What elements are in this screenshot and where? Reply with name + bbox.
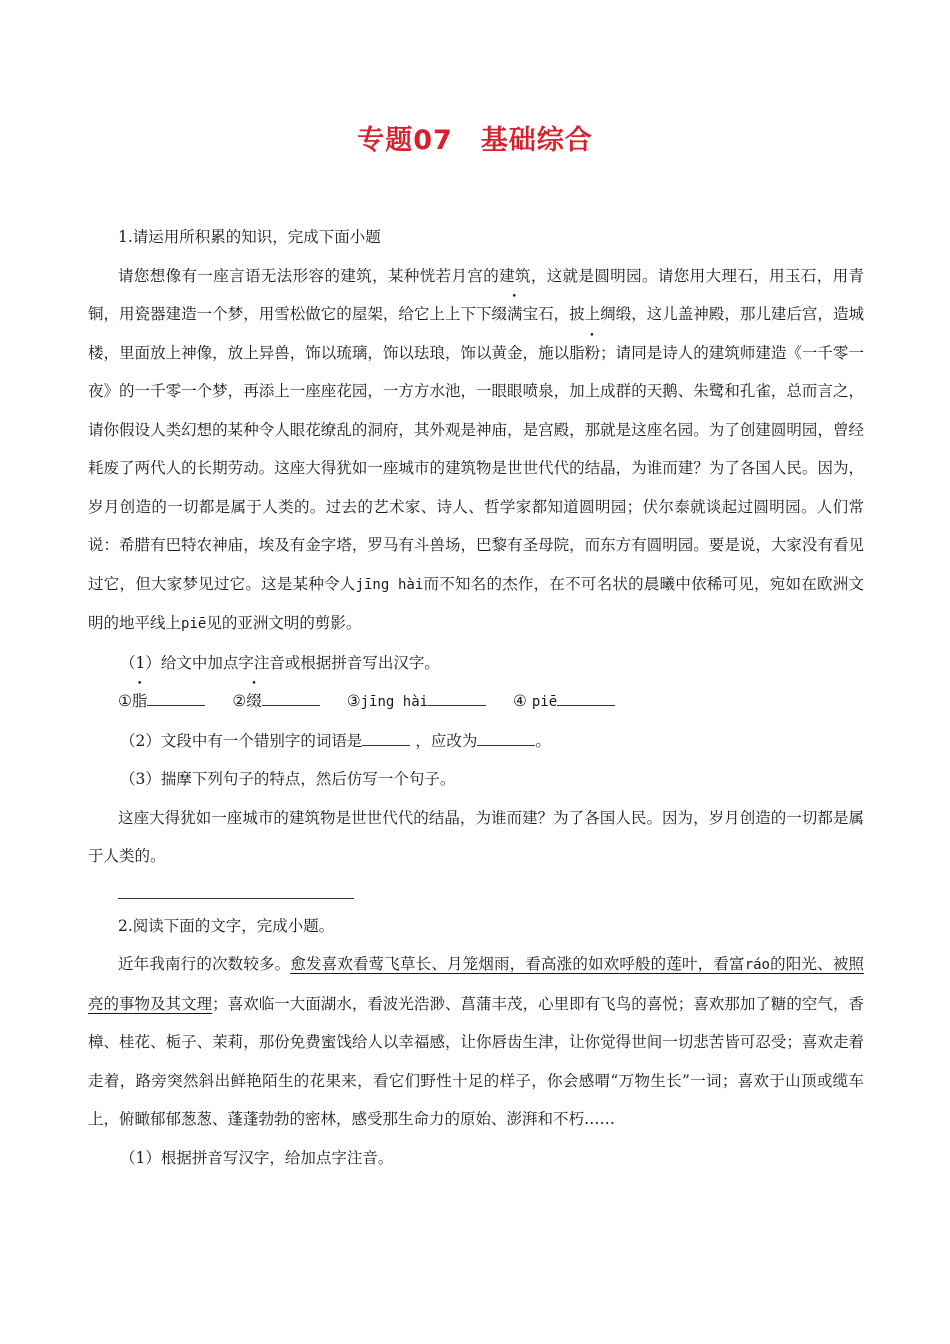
sub-2-blank-1[interactable] (362, 727, 410, 746)
answer-line[interactable] (118, 888, 354, 899)
item-3-pinyin: jīng hài (360, 694, 429, 710)
document-body (88, 218, 864, 1177)
question-1-passage (88, 257, 864, 644)
sub-2-text: ，应改为 (415, 731, 478, 750)
item-2-number: ② (232, 692, 247, 710)
item-4-pinyin: piē (531, 694, 558, 710)
item-2-blank[interactable] (262, 687, 320, 706)
model-sentence: 这座大得犹如一座城市的建筑物是世世代代的结晶，为谁而建？为了各国人民。因为，岁月创造的一切都是属于人类的。 (88, 808, 864, 865)
item-1-char: 脂 (131, 692, 148, 710)
question-1-sub-3: （3）揣摩下列句子的特点，然后仿写一个句子。 (120, 770, 456, 788)
item-2-char: 缀 (246, 692, 262, 710)
question-1-sub-2 (88, 722, 864, 761)
question-2-stem: 2.阅读下面的文字，完成小题。 (118, 916, 335, 935)
question-1-sub-1: （1）给文中加点字注音或根据拼音写出汉字。 (120, 653, 440, 672)
dotted-char-zhi: 脂 (569, 343, 585, 362)
passage-text: 近年我南行的次数较多。 (118, 955, 291, 973)
item-3-blank[interactable] (428, 687, 486, 706)
item-1-number: ① (118, 692, 132, 710)
passage-text: 请您想像有一座言语无法形容的建筑，某种恍若月宫的建筑，这就是圆明园。请您用大理石，用玉石，用青铜，用瓷器建造一个梦，用雪松做它的屋架，给它上上下下 (88, 266, 864, 323)
passage-text: ；喜欢临一大面湖水，看波光浩渺、菖蒲丰茂，心里即有飞鸟的喜悦；喜欢那加了糖的空气，香樟、桂花、栀子、茉莉，那份免费蜜饯给人以幸福感，让你唇齿生津，让你觉得世间一切悲苦皆可忍受；喜欢走着走着，路旁突然斜出鲜艳陌生的花果来，看它们野性十足的样子，你会感喟“万物生长”一词；喜欢于山顶或缆车上，俯瞰郁郁葱葱、蓬蓬勃勃的密林，感受那生命力的原始、澎湃和不朽…… (88, 994, 864, 1128)
pinyin-pie: piē (181, 616, 207, 632)
item-1-blank[interactable] (147, 687, 205, 706)
item-4-number: ④ (513, 692, 527, 710)
pinyin-rao: ráo (744, 957, 770, 973)
passage-text: 而不知名的杰作，在不可名状的晨曦中依稀可见，宛如在欧洲文明的地平线上 (88, 574, 864, 632)
passage-text: 满宝石，披上绸缎，这儿盖神殿，那儿建后宫，造城楼，里面放上神像，放上异兽，饰以琉璃，饰以珐琅，饰以黄金，施以 (88, 305, 864, 362)
sub-2-blank-2[interactable] (477, 727, 535, 746)
passage-text: 粉；请同是诗人的建筑师建造《一千零一夜》的一千零一个梦，再添上一座座花园，一方方水池，一眼眼喷泉，加上成群的天鹅、朱鹭和孔雀，总而言之，请你假设人类幻想的某种令人眼花缭乱的洞府，其外观是神庙，是宫殿，那就是这座名园。为了创建圆明园，曾经耗废了两代人的长期劳动。这座大得犹如一座城市的建筑物是世世代代的结晶，为谁而建？为了各国人民。因为，岁月创造的一切都是属于人类的。过去的艺术家、诗人、哲学家都知道圆明园；伏尔泰就谈起过圆明园。人们常说：希腊有巴特农神庙，埃及有金字塔，罗马有斗兽场，巴黎有圣母院，而东方有圆明园。要是说，大家没有看见过它，但大家梦见过它。这是某种令人 (88, 343, 864, 593)
underlined-text: 愈发喜欢看莺飞草长、月笼烟雨，看高涨的如欢呼般的莲叶，看富 (290, 955, 745, 973)
item-3-number: ③ (346, 692, 361, 710)
passage-text: 见的亚洲文明的剪影。 (206, 614, 362, 632)
pinyin-jinghai: jīng hài (355, 576, 424, 593)
dotted-char-zhui: 缀 (491, 305, 508, 323)
sub-2-text: 。 (535, 731, 551, 750)
underlined-text: 的阳光、被照亮的事物及其文理 (88, 955, 864, 1013)
sub-2-text: （2）文段中有一个错别字的词语是 (120, 731, 363, 750)
question-2-sub-1: （1）根据拼音写汉字，给加点字注音。 (120, 1148, 394, 1167)
question-1-stem: 1.请运用所积累的知识，完成下面小题 (118, 228, 381, 246)
item-4-blank[interactable] (557, 687, 615, 706)
page-title: 专题07 基础综合 (357, 125, 593, 156)
question-2-passage (88, 945, 864, 1139)
question-1-sub-1-items (88, 682, 864, 722)
